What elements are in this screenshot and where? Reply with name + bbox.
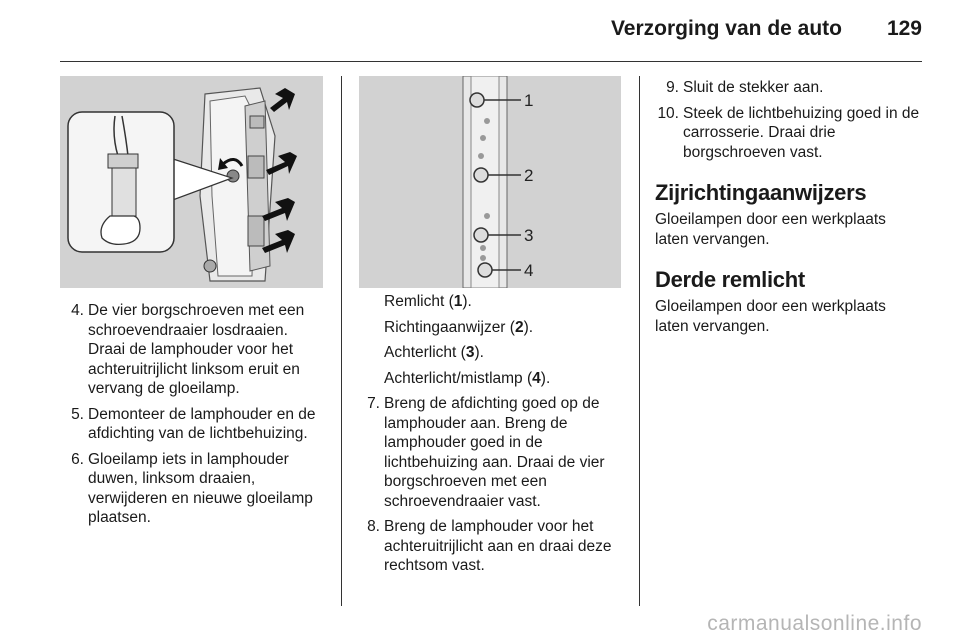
list-item: 5. Demonteer de lamphouder en de afdichting van de lichtbehuizing. (71, 405, 316, 442)
steps-list-middle (358, 394, 624, 576)
legend-item: Achterlicht (3). (384, 344, 484, 361)
legend-item: Remlicht (1). (384, 293, 472, 310)
callout-label-1: 1 (524, 91, 534, 110)
bulb-positions-figure (359, 76, 621, 288)
page-title: Verzorging van de auto (610, 17, 842, 40)
list-item: 10. Steek de lichtbehuizing goed in de carrosserie. Draai drie borgschroeven vast. (657, 104, 920, 161)
left-column (62, 301, 328, 534)
column-divider-left (341, 76, 342, 606)
figure-legend (358, 292, 624, 388)
legend-item: Achterlicht/mistlamp (4). (384, 369, 551, 387)
header-rule (60, 61, 922, 62)
callout-label-4: 4 (524, 261, 534, 280)
steps-list-right (655, 78, 923, 162)
section-body: Gloeilampen door een werkplaats laten vervangen. (655, 211, 886, 248)
right-column (655, 78, 923, 336)
callout-label-2: 2 (524, 166, 534, 185)
page-number: 129 (886, 17, 922, 40)
steps-list-left (62, 301, 328, 528)
list-item: 8. Breng de lamphouder voor het achteruitrijlicht aan en draai deze rechtsom vast. (367, 518, 612, 574)
list-item: 9. Sluit de stekker aan. (666, 79, 824, 96)
middle-column (358, 292, 624, 582)
section-body: Gloeilampen door een werkplaats laten vervangen. (655, 298, 886, 335)
callout-label-3: 3 (524, 226, 534, 245)
section-heading: Derde remlicht (655, 267, 805, 292)
column-divider-right (639, 76, 640, 606)
list-item: 6. Gloeilamp iets in lamphouder duwen, linksom draaien, verwijderen en nieuwe gloeilamp plaatsen. (71, 450, 313, 526)
section-heading: Zijrichtingaanwijzers (655, 180, 867, 205)
legend-item: Richtingaanwijzer (2). (384, 318, 534, 336)
watermark: carmanualsonline.info (707, 612, 922, 635)
list-item: 4. De vier borgschroeven met een schroevendraaier losdraaien. Draai de lamphouder voor het achteruitrijlicht linksom eruit en vervang de gloeilamp. (71, 302, 305, 397)
lamp-holder-figure (60, 76, 323, 288)
list-item: 7. Breng de afdichting goed op de lamphouder aan. Breng de lamphouder goed in de lichtbehuizing aan. Draai de vier borgschroeven met een schroevendraaier vast. (367, 395, 605, 510)
